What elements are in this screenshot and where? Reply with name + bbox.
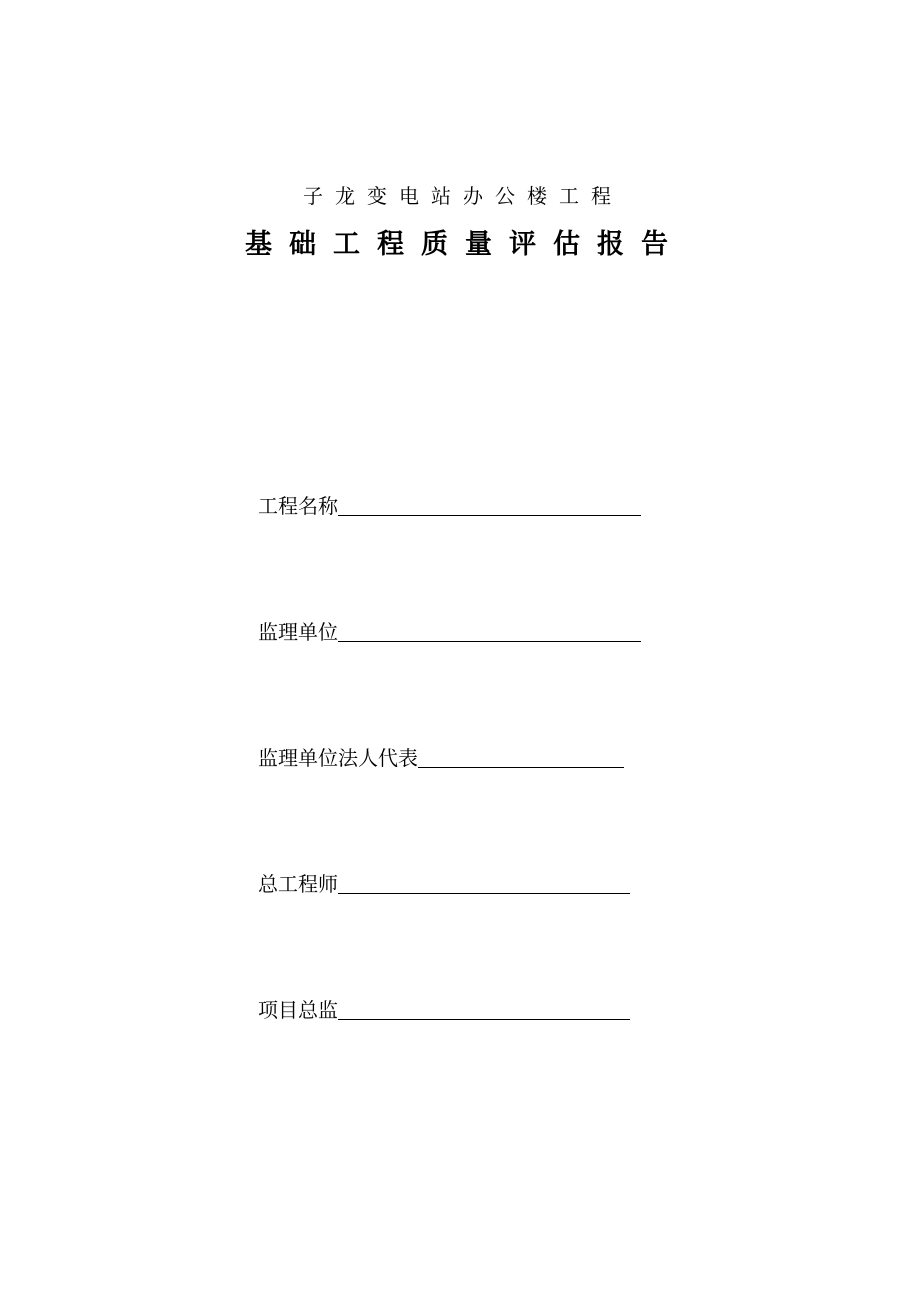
project-name-field bbox=[258, 488, 641, 518]
project-chief-supervisor-field bbox=[258, 992, 630, 1022]
chief-engineer-field bbox=[258, 866, 630, 896]
legal-representative-label: 监理单位法人代表 bbox=[258, 746, 418, 770]
chief-engineer-label: 总工程师 bbox=[258, 872, 338, 896]
chief-engineer-blank[interactable] bbox=[338, 871, 630, 894]
project-chief-supervisor-label: 项目总监 bbox=[258, 998, 338, 1022]
supervision-unit-label: 监理单位 bbox=[258, 620, 338, 644]
legal-representative-blank[interactable] bbox=[418, 745, 624, 768]
project-name-label: 工程名称 bbox=[258, 494, 338, 518]
report-title: 基础工程质量评估报告 bbox=[245, 229, 685, 260]
legal-representative-field bbox=[258, 740, 624, 770]
supervision-unit-blank[interactable] bbox=[338, 619, 641, 642]
project-name-blank[interactable] bbox=[338, 493, 641, 516]
project-name-heading: 子龙变电站办公楼工程 bbox=[303, 184, 623, 208]
supervision-unit-field bbox=[258, 614, 641, 644]
project-chief-supervisor-blank[interactable] bbox=[338, 997, 630, 1020]
